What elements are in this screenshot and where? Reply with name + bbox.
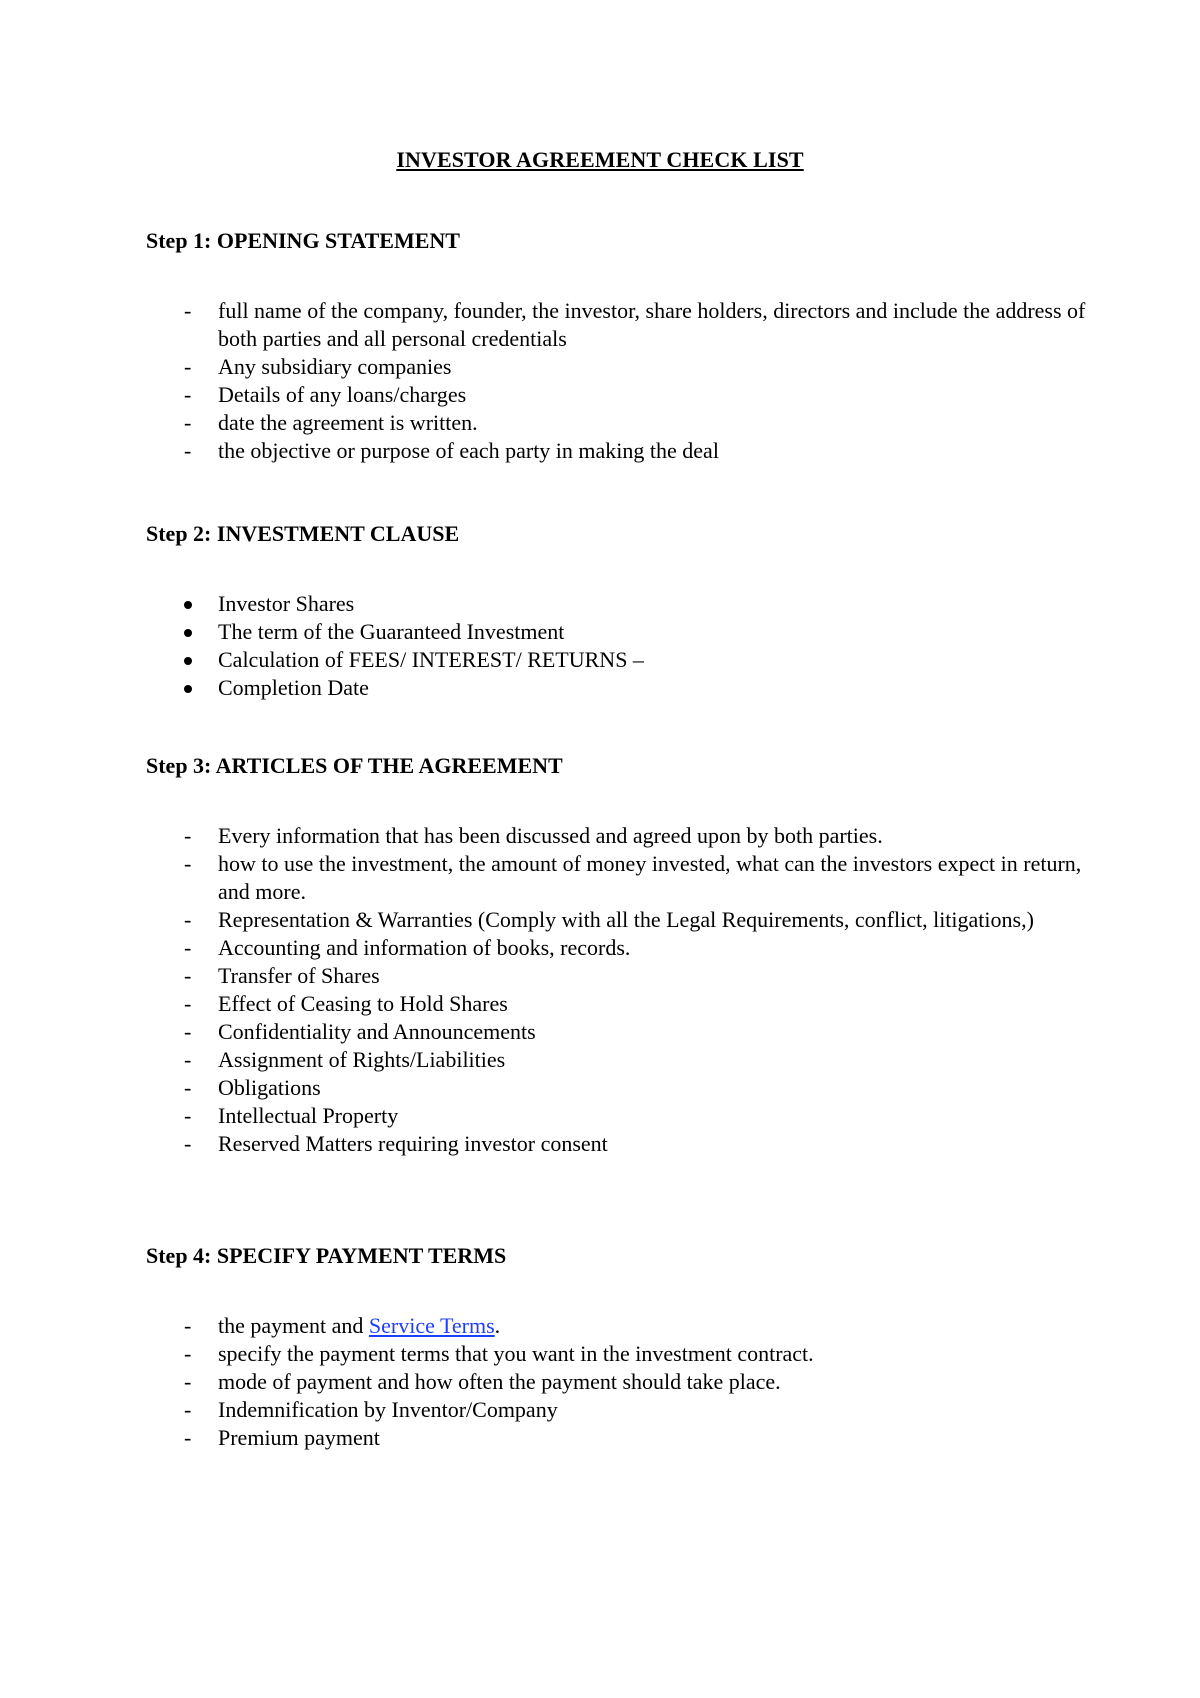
list-item-text: Effect of Ceasing to Hold Shares xyxy=(218,991,508,1016)
list-item-text: Details of any loans/charges xyxy=(218,382,467,407)
list-item xyxy=(146,906,1098,934)
list-item xyxy=(146,962,1098,990)
dash-marker: - xyxy=(184,354,192,379)
dash-marker: - xyxy=(184,1103,192,1128)
dash-marker: - xyxy=(184,1313,192,1338)
list-item xyxy=(146,1368,1098,1396)
bullet-dot-icon xyxy=(184,657,192,665)
list-item-text: Investor Shares xyxy=(218,591,355,616)
step-2-list xyxy=(146,590,1086,702)
service-terms-link[interactable]: Service Terms xyxy=(368,1313,495,1338)
step-4-section xyxy=(146,1243,1086,1452)
dash-marker: - xyxy=(184,298,192,323)
dash-marker: - xyxy=(184,907,192,932)
step-1-section xyxy=(146,228,1086,465)
list-item-text: The term of the Guaranteed Investment xyxy=(218,619,565,644)
list-item-text-suffix: . xyxy=(494,1313,501,1338)
step-4-list xyxy=(146,1312,1086,1452)
list-item-text: Completion Date xyxy=(218,675,369,700)
list-item-text: full name of the company, founder, the investor, share holders, directors and include the address of both parties and all personal credentials xyxy=(218,298,1086,351)
list-item-text: Accounting and information of books, records. xyxy=(218,935,631,960)
list-item-text: Representation & Warranties (Comply with all the Legal Requirements, conflict, litigations,) xyxy=(218,907,1034,932)
list-item-text: Assignment of Rights/Liabilities xyxy=(218,1047,506,1072)
list-item xyxy=(146,437,1098,465)
dash-marker: - xyxy=(184,1047,192,1072)
dash-marker: - xyxy=(184,1131,192,1156)
list-item xyxy=(146,1312,1098,1340)
step-3-list xyxy=(146,822,1086,1158)
list-item xyxy=(146,1046,1098,1074)
dash-marker: - xyxy=(184,1425,192,1450)
list-item-text-prefix: the payment and xyxy=(218,1313,369,1338)
dash-marker: - xyxy=(184,935,192,960)
list-item xyxy=(146,381,1098,409)
step-3-section xyxy=(146,753,1086,1158)
list-item xyxy=(146,353,1098,381)
step-3-heading: Step 3: ARTICLES OF THE AGREEMENT xyxy=(146,753,563,778)
list-item-text: Intellectual Property xyxy=(218,1103,399,1128)
dash-marker: - xyxy=(184,823,192,848)
dash-marker: - xyxy=(184,991,192,1016)
bullet-dot-icon xyxy=(184,601,192,609)
dash-marker: - xyxy=(184,1397,192,1422)
dash-marker: - xyxy=(184,1019,192,1044)
list-item xyxy=(146,1396,1098,1424)
step-4-heading: Step 4: SPECIFY PAYMENT TERMS xyxy=(146,1243,507,1268)
list-item xyxy=(146,1102,1098,1130)
step-1-heading: Step 1: OPENING STATEMENT xyxy=(146,228,460,253)
dash-marker: - xyxy=(184,382,192,407)
list-item xyxy=(146,590,1098,618)
list-item-text: Calculation of FEES/ INTEREST/ RETURNS – xyxy=(218,647,644,672)
list-item xyxy=(146,618,1098,646)
list-item xyxy=(146,297,1098,353)
list-item-text: mode of payment and how often the payment should take place. xyxy=(218,1369,781,1394)
list-item-text: specify the payment terms that you want in the investment contract. xyxy=(218,1341,814,1366)
list-item-text: Obligations xyxy=(218,1075,321,1100)
list-item-text: the objective or purpose of each party in making the deal xyxy=(218,438,719,463)
list-item xyxy=(146,1340,1098,1368)
step-2-heading: Step 2: INVESTMENT CLAUSE xyxy=(146,521,460,546)
list-item xyxy=(146,1074,1098,1102)
list-item-text: Any subsidiary companies xyxy=(218,354,452,379)
list-item xyxy=(146,1018,1098,1046)
dash-marker: - xyxy=(184,1341,192,1366)
step-2-section xyxy=(146,521,1086,702)
list-item xyxy=(146,409,1098,437)
list-item xyxy=(146,850,1098,906)
step-1-list xyxy=(146,297,1086,465)
list-item xyxy=(146,1130,1098,1158)
list-item-text: Reserved Matters requiring investor consent xyxy=(218,1131,608,1156)
list-item xyxy=(146,674,1098,702)
list-item-text: Confidentiality and Announcements xyxy=(218,1019,536,1044)
list-item-text: Indemnification by Inventor/Company xyxy=(218,1397,558,1422)
list-item xyxy=(146,990,1098,1018)
list-item-text: how to use the investment, the amount of money invested, what can the investors expect in return, and more. xyxy=(218,851,1082,904)
dash-marker: - xyxy=(184,1369,192,1394)
dash-marker: - xyxy=(184,410,192,435)
list-item xyxy=(146,1424,1098,1452)
document-title: INVESTOR AGREEMENT CHECK LIST xyxy=(396,147,804,172)
list-item xyxy=(146,934,1098,962)
dash-marker: - xyxy=(184,963,192,988)
dash-marker: - xyxy=(184,851,192,876)
list-item-text: Every information that has been discussed and agreed upon by both parties. xyxy=(218,823,883,848)
bullet-dot-icon xyxy=(184,685,192,693)
dash-marker: - xyxy=(184,438,192,463)
list-item xyxy=(146,646,1098,674)
bullet-dot-icon xyxy=(184,629,192,637)
list-item xyxy=(146,822,1098,850)
list-item-text: Premium payment xyxy=(218,1425,380,1450)
list-item-text: Transfer of Shares xyxy=(218,963,380,988)
dash-marker: - xyxy=(184,1075,192,1100)
list-item-text: date the agreement is written. xyxy=(218,410,478,435)
